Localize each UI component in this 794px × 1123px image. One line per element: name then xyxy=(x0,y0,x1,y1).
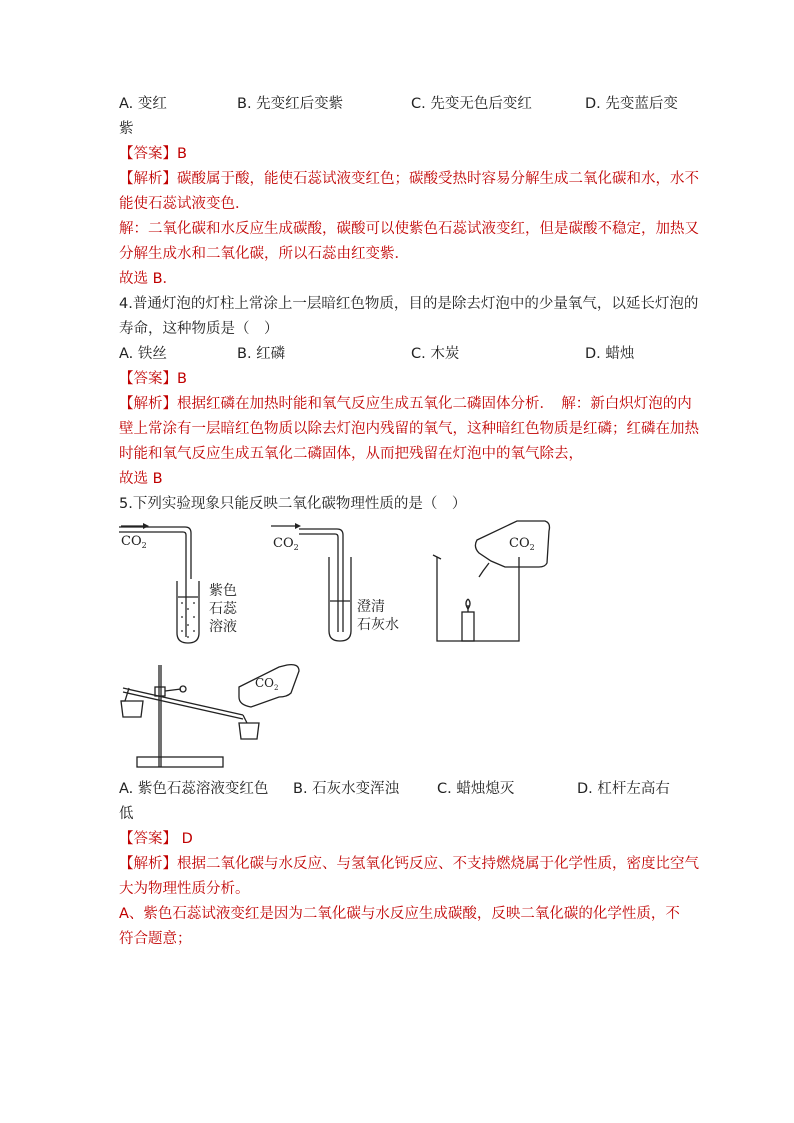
answer-value: B xyxy=(177,146,187,162)
q5-analysis-line: 大为物理性质分析。 xyxy=(119,881,250,897)
q3-conclusion: 故选 B． xyxy=(119,271,178,287)
q5-option-d: D. 杠杆左高右 xyxy=(577,781,670,797)
analysis-text: 根据红磷在加热时能和氧气反应生成五氧化二磷固体分析． 解：新白炽灯泡的内 xyxy=(177,396,692,412)
liquid-dot xyxy=(193,602,195,604)
experiment-drawing xyxy=(119,517,679,777)
q5-option-a-analysis: 符合题意； xyxy=(119,931,192,947)
liquid-dot xyxy=(187,624,189,626)
q5-option-c: C. 蜡烛熄灭 xyxy=(437,781,515,797)
delivery-tube-inner xyxy=(299,534,338,632)
analysis-tag: 【解析】 xyxy=(119,396,177,412)
stand-clamp xyxy=(155,687,165,696)
analysis-text: 碳酸属于酸，能使石蕊试液变红色；碳酸受热时容易分解生成二氧化碳和水，水不 xyxy=(177,171,699,187)
q4-stem-line: 寿命，这种物质是（ ） xyxy=(119,321,279,337)
answer-tag: 【答案】 xyxy=(119,371,177,387)
pouring-gas xyxy=(479,563,489,577)
tube1-label-line: 溶液 xyxy=(209,619,237,635)
answer-value: B xyxy=(177,371,187,387)
arrow-head-icon xyxy=(295,523,301,529)
q3-analysis-line xyxy=(119,167,699,192)
delivery-tube xyxy=(299,529,343,632)
right-string xyxy=(243,715,247,723)
q3-option-d: D. 先变蓝后变 xyxy=(585,96,678,112)
q5-analysis-line xyxy=(119,852,699,877)
right-cup xyxy=(239,723,259,739)
analysis-tag: 【解析】 xyxy=(119,171,177,187)
liquid-dot xyxy=(181,616,183,618)
tube1-label-line: 石蕊 xyxy=(209,601,237,617)
answer-value: D xyxy=(177,831,193,847)
q3-option-c: C. 先变无色后变红 xyxy=(411,96,532,112)
q3-solution-line: 解：二氧化碳和水反应生成碳酸，碳酸可以使紫色石蕊试液变红，但是碳酸不稳定，加热又 xyxy=(119,221,699,237)
q4-conclusion: 故选 B xyxy=(119,471,163,487)
liquid-dot xyxy=(187,636,189,638)
q3-option-b: B. 先变红后变紫 xyxy=(237,96,344,112)
clamp-arm xyxy=(165,689,181,691)
liquid-dots xyxy=(181,602,195,638)
q3-option-wrap: 紫 xyxy=(119,121,134,137)
co2-label: $CO_2$ xyxy=(273,536,299,552)
analysis-tag: 【解析】 xyxy=(119,856,177,872)
left-cup xyxy=(121,701,143,717)
tube1-label-line: 紫色 xyxy=(209,583,237,599)
q5-answer xyxy=(119,827,679,852)
tube2-label-line: 澄清 xyxy=(357,599,385,615)
beaker xyxy=(437,557,519,641)
q3-option-a: A. 变红 xyxy=(119,96,167,112)
q4-options xyxy=(119,342,679,367)
liquid-dot xyxy=(181,602,183,604)
answer-tag: 【答案】 xyxy=(119,146,177,162)
q5-stem: 5.下列实验现象只能反映二氧化碳物理性质的是（ ） xyxy=(119,496,467,512)
q4-option-b: B. 红磷 xyxy=(237,346,286,362)
left-string xyxy=(121,688,129,701)
liquid-dot xyxy=(181,630,183,632)
liquid-dot xyxy=(193,616,195,618)
answer-tag: 【答案】 xyxy=(119,831,177,847)
q3-solution-line: 分解生成水和二氧化碳，所以石蕊由红变紫． xyxy=(119,246,409,262)
stand-base xyxy=(137,757,223,767)
co2-label: $CO_2$ xyxy=(255,676,279,692)
q3-answer xyxy=(119,142,679,167)
test-tube xyxy=(329,557,351,641)
q5-option-b: B. 石灰水变浑浊 xyxy=(293,781,400,797)
analysis-text: 根据二氧化碳与水反应、与氢氧化钙反应、不支持燃烧属于化学性质，密度比空气 xyxy=(177,856,699,872)
tube2-label-line: 石灰水 xyxy=(357,617,399,633)
q4-stem-line: 4.普通灯泡的灯柱上常涂上一层暗红色物质，目的是除去灯泡中的少量氧气，以延长灯泡的 xyxy=(119,296,699,312)
q4-option-d: D. 蜡烛 xyxy=(585,346,635,362)
q3-analysis-line: 能使石蕊试液变色． xyxy=(119,196,250,212)
co2-label: $CO_2$ xyxy=(509,536,535,552)
q4-analysis-line: 时能和氧气反应生成五氧化二磷固体，从而把残留在灯泡中的氧气除去， xyxy=(119,446,583,462)
q4-analysis-line xyxy=(119,392,692,417)
liquid-dot xyxy=(187,608,189,610)
test-tube xyxy=(177,581,199,643)
q5-experiment-figure xyxy=(119,517,679,777)
candle-body xyxy=(462,612,474,641)
q4-option-a: A. 铁丝 xyxy=(119,346,167,362)
q4-answer xyxy=(119,367,679,392)
co2-label: $CO_2$ xyxy=(121,534,147,550)
liquid-dot xyxy=(193,630,195,632)
q4-option-c: C. 木炭 xyxy=(411,346,460,362)
q3-options xyxy=(119,92,679,117)
q5-option-wrap: 低 xyxy=(119,806,134,822)
q5-options xyxy=(119,777,679,802)
q4-analysis-line: 壁上常涂有一层暗红色物质以除去灯泡内残留的氧气，这种暗红色物质是红磷；红磷在加热 xyxy=(119,421,699,437)
arrow-head-icon xyxy=(143,523,149,529)
q5-option-a-analysis: A、紫色石蕊试液变红是因为二氧化碳与水反应生成碳酸，反映二氧化碳的化学性质，不 xyxy=(119,906,680,922)
document-content xyxy=(119,92,699,952)
q5-option-a: A. 紫色石蕊溶液变红色 xyxy=(119,781,269,797)
